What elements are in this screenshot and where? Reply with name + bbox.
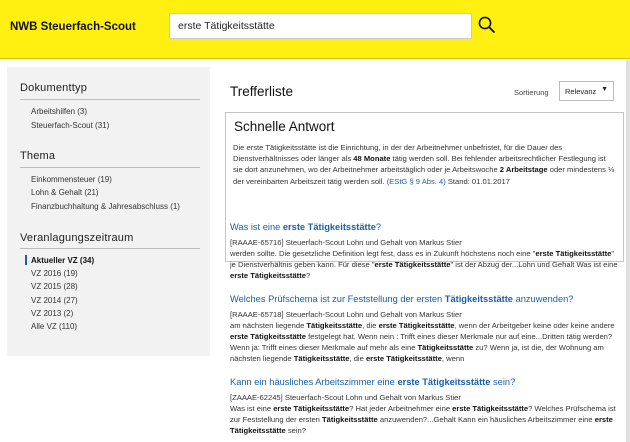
chevron-down-icon: ▼ [601,86,608,93]
active-indicator [25,255,27,265]
facet-item-vz-2016[interactable]: VZ 2016 (19) [31,269,78,278]
facet-title-thema: Thema [20,150,56,162]
result-item [230,221,622,281]
sort-label: Sortierung [514,88,549,97]
scrollbar[interactable] [626,60,630,442]
facet-item-arbeitshilfen[interactable]: Arbeitshilfen (3) [31,107,88,116]
facet-item-vz-2013[interactable]: VZ 2013 (2) [31,309,74,318]
facet-item-einkommensteuer[interactable]: Einkommensteuer (19) [31,175,112,184]
result-meta: [ZAAAE-62245] Steuerfach-Scout Lohn und Gehalt von Markus Stier [230,393,461,402]
page-title: Trefferliste [230,84,294,99]
facet-item-vz-2015[interactable]: VZ 2015 (28) [31,282,78,291]
search-input[interactable] [169,13,472,39]
result-item [230,293,622,364]
result-title-link[interactable]: Kann ein häusliches Arbeitszimmer eine erste Tätigkeitsstätte sein? [230,377,516,387]
top-bar [0,0,630,59]
facet-item-steuerfach-scout[interactable]: Steuerfach-Scout (31) [31,121,110,130]
result-meta: [RAAAE-65716] Steuerfach-Scout Lohn und Gehalt von Markus Stier [230,238,462,247]
facet-sidebar [7,67,210,356]
quick-answer-text: Die erste Tätigkeitsstätte ist die Einrichtung, in der der Arbeitnehmer unbefristet, für die Dauer des Dienstverhältnisses oder länger als 48 Monate tätig werden soll. Bei fehlender arbeitsrechtlicher Festlegung ist sie dort anzunehmen, wo der Arbeitnehmer arbeitstäglich oder je Arbeitswoche 2 Arbeitstage oder mindestens ⅓ der vereinbarten Arbeitszeit tätig werden soll. (EStG § 9 Abs. 4) Stand: 01.01.2017 [233,143,615,186]
result-title-link[interactable]: Was ist eine erste Tätigkeitsstätte? [230,222,382,232]
divider [20,99,200,100]
facet-item-finanzbuchhaltung[interactable]: Finanzbuchhaltung & Jahresabschluss (1) [31,202,180,211]
result-snippet: Was ist eine erste Tätigkeitsstätte? Hat jeder Arbeitnehmer eine erste Tätigkeitsstätte? Welches Prüfschema ist zur Feststellung der ersten Tätigkeitsstätte anzuwenden?...Gehalt Kann ein häusliches Arbeitszimmer eine erste Tätigkeitsstätte sein? [230,404,616,436]
sort-value: Relevanz [565,87,597,96]
facet-title-dokumenttyp: Dokumenttyp [20,82,88,94]
result-title-link[interactable]: Welches Prüfschema ist zur Feststellung der ersten Tätigkeitsstätte anzuwenden? [230,294,574,304]
quick-answer-title: Schnelle Antwort [234,119,335,134]
facet-item-vz-2014[interactable]: VZ 2014 (27) [31,296,78,305]
result-item [230,376,622,436]
divider [20,248,200,249]
result-snippet: werden sollte. Die gesetzliche Definition legt fest, dass es in Zukunft höchstens noch eine "erste Tätigkeitsstätte" je Dienstverhältnis geben kann. Für diese "erste Tätigkeitsstätte" ist der Abzug der...Lohn und Gehalt Was ist eine erste Tätigkeitsstätte? [230,249,618,281]
search-icon [477,15,497,35]
result-snippet: am nächsten liegende Tätigkeitsstätte, die erste Tätigkeitsstätte, wenn der Arbeitgeber keine oder keine andere erste Tätigkeitsstätte festgelegt hat. Wenn nein : Trifft eines dieser Merkmale nur auf eine...Dritten tätig werden? Wenn ja: Trifft eines dieser Merkmale auf mehr als eine Tätigkeitsstätte zu? Wenn ja, ist die, der Wohnung am nächsten liegende Tätigkeitsstätte, die erste Tätigkeitsstätte, wenn [230,321,615,364]
result-meta: [RAAAE-65718] Steuerfach-Scout Lohn und Gehalt von Markus Stier [230,310,462,319]
facet-item-aktueller-vz[interactable]: Aktueller VZ (34) [31,256,95,265]
search-button[interactable] [477,15,497,35]
app-brand[interactable]: NWB Steuerfach-Scout [10,21,136,33]
citation-link[interactable]: (EStG § 9 Abs. 4) [386,176,446,186]
divider [20,167,200,168]
results-panel [213,67,630,442]
facet-item-lohn-gehalt[interactable]: Lohn & Gehalt (21) [31,188,99,197]
facet-title-veranlagungszeitraum: Veranlagungszeitraum [20,232,134,244]
facet-item-alle-vz[interactable]: Alle VZ (110) [31,322,78,331]
sort-dropdown[interactable] [559,81,614,101]
